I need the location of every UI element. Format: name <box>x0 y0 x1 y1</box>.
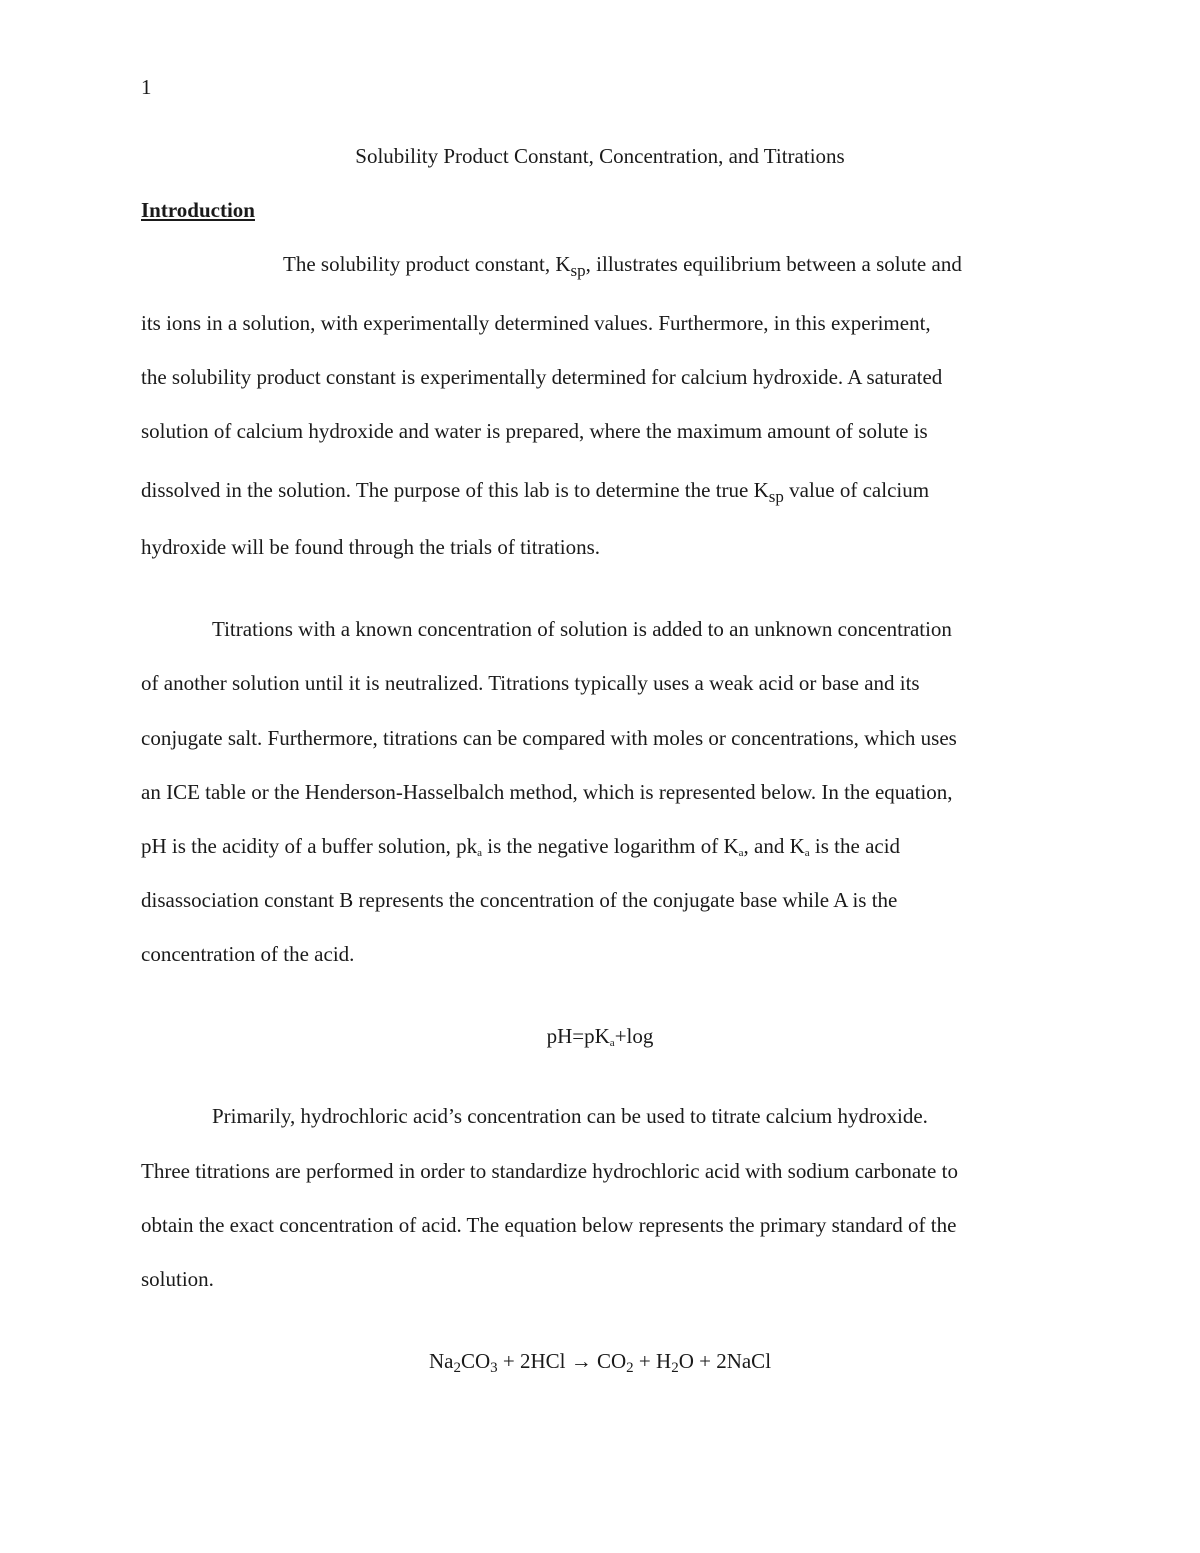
paragraph-3-line-1: Primarily, hydrochloric acid’s concentration can be used to titrate calcium hydroxide. <box>212 1104 928 1128</box>
paragraph-1-line-2: its ions in a solution, with experimentally determined values. Furthermore, in this experiment, <box>141 311 931 335</box>
text-run: , and K <box>743 834 805 858</box>
sodium-carbonate-equation <box>0 1349 1200 1376</box>
paragraph-1-line-6: hydroxide will be found through the trials of titrations. <box>141 535 601 559</box>
text-run: +log <box>614 1024 654 1048</box>
subscript: a <box>477 847 483 859</box>
paragraph-2-line-3: conjugate salt. Furthermore, titrations can be compared with moles or concentrations, which uses <box>141 726 957 750</box>
subscript: 2 <box>453 1360 461 1376</box>
paragraph-3-line-4: solution. <box>141 1267 214 1291</box>
paragraph-1-line-5 <box>141 478 930 506</box>
text-run: pH=pK <box>546 1024 610 1048</box>
text-run: is the acid <box>809 834 901 858</box>
subscript: a <box>738 847 744 859</box>
paragraph-2-line-6: disassociation constant B represents the concentration of the conjugate base while A is the <box>141 888 898 912</box>
text-run: dissolved in the solution. The purpose of this lab is to determine the true K <box>141 478 769 502</box>
document-title: Solubility Product Constant, Concentration, and Titrations <box>355 144 845 168</box>
section-heading-introduction: Introduction <box>141 198 255 222</box>
text-run: The solubility product constant, K <box>283 252 571 276</box>
paragraph-1-line-4: solution of calcium hydroxide and water is prepared, where the maximum amount of solute is <box>141 419 928 443</box>
subscript: 3 <box>490 1360 498 1376</box>
paragraph-3-line-3: obtain the exact concentration of acid. The equation below represents the primary standard of the <box>141 1213 957 1237</box>
subscript: a <box>609 1037 615 1049</box>
paragraph-1-line-1 <box>283 252 962 280</box>
text-run: + H <box>633 1349 672 1373</box>
text-run: O + 2NaCl <box>678 1349 772 1373</box>
henderson-hasselbalch-equation <box>0 1026 1200 1047</box>
subscript: 2 <box>671 1360 679 1376</box>
paragraph-3-line-2: Three titrations are performed in order to standardize hydrochloric acid with sodium carbonate to <box>141 1159 958 1183</box>
paragraph-2-line-7: concentration of the acid. <box>141 942 355 966</box>
paragraph-2-line-1: Titrations with a known concentration of solution is added to an unknown concentration <box>212 617 952 641</box>
text-run: , illustrates equilibrium between a solute and <box>585 252 962 276</box>
paragraph-2-line-4: an ICE table or the Henderson-Hasselbalch method, which is represented below. In the equation, <box>141 780 953 804</box>
subscript: sp <box>570 261 586 280</box>
text-run: is the negative logarithm of K <box>482 834 739 858</box>
text-run: + 2HCl → CO <box>497 1349 627 1373</box>
page-number: 1 <box>141 75 152 99</box>
text-run: value of calcium <box>783 478 930 502</box>
paragraph-1-line-3: the solubility product constant is experimentally determined for calcium hydroxide. A saturated <box>141 365 943 389</box>
paragraph-2-line-2: of another solution until it is neutralized. Titrations typically uses a weak acid or base and its <box>141 671 920 695</box>
text-run: Na <box>428 1349 454 1373</box>
text-run: CO <box>460 1349 491 1373</box>
text-run: pH is the acidity of a buffer solution, pk <box>141 834 478 858</box>
subscript: 2 <box>626 1360 634 1376</box>
subscript: sp <box>768 487 784 506</box>
paragraph-2-line-5 <box>141 836 900 857</box>
subscript: a <box>804 847 810 859</box>
